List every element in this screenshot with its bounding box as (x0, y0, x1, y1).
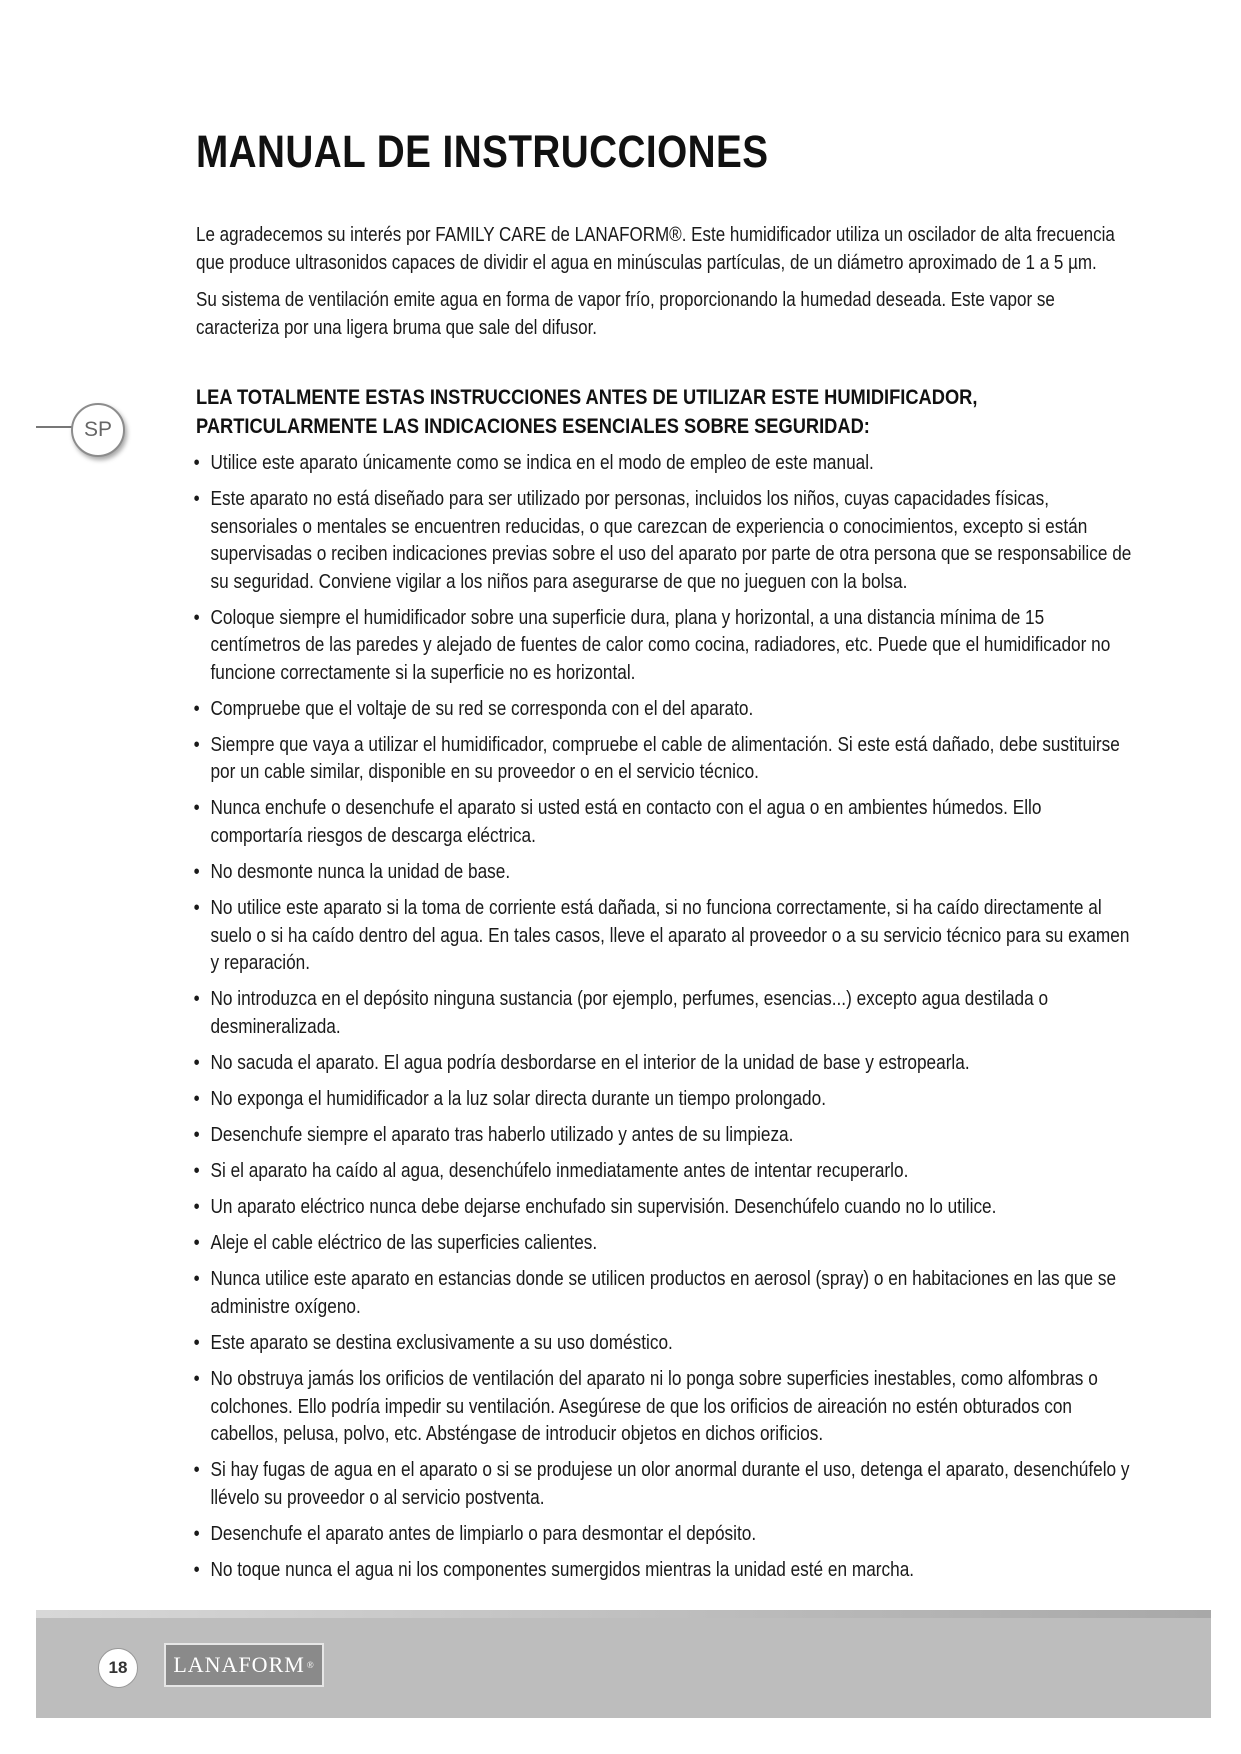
list-item-text: Nunca utilice este aparato en estancias donde se utilicen productos en aerosol (spray) o en habitaciones en las que se administre oxígeno. (210, 1267, 1117, 1318)
list-item (192, 449, 1133, 477)
list-item-text: Siempre que vaya a utilizar el humidificador, compruebe el cable de alimentación. Si este está dañado, debe sustituirse por un cable similar, disponible en su proveedor o en el servicio técnico. (210, 732, 1120, 784)
list-item (192, 1520, 1133, 1548)
list-item-text: No introduzca en el depósito ninguna sustancia (por ejemplo, perfumes, esencias...) excepto agua destilada o desmineralizada. (210, 987, 1049, 1038)
language-tab-line (36, 426, 74, 428)
list-item (192, 1556, 1133, 1584)
bullet-icon: • (193, 987, 200, 1011)
language-badge: SP (71, 403, 125, 457)
page-number: 18 (98, 1648, 138, 1688)
list-item-text: Aleje el cable eléctrico de las superficies calientes. (210, 1231, 598, 1255)
list-item (192, 1329, 1133, 1357)
bullet-icon: • (193, 605, 200, 629)
bullet-icon: • (193, 1050, 200, 1074)
list-item (192, 1365, 1133, 1448)
list-item (192, 985, 1133, 1040)
bullet-icon: • (193, 1521, 200, 1545)
list-item-text: Utilice este aparato únicamente como se indica en el modo de empleo de este manual. (210, 451, 874, 474)
bullet-icon: • (193, 1123, 200, 1147)
list-item (192, 1265, 1133, 1320)
bullet-icon: • (193, 732, 200, 756)
bullet-icon: • (193, 1367, 200, 1391)
list-item (192, 485, 1133, 595)
brand-name: LANAFORM (173, 1652, 305, 1677)
bullet-icon: • (193, 1557, 200, 1581)
list-item (192, 1121, 1133, 1149)
list-item (192, 794, 1133, 849)
intro-section (196, 221, 1142, 351)
list-item-text: Desenchufe siempre el aparato tras haberlo utilizado y antes de su limpieza. (210, 1123, 794, 1147)
list-item-text: No toque nunca el agua ni los componentes sumergidos mientras la unidad esté en marcha. (210, 1557, 915, 1581)
list-item (192, 731, 1133, 786)
bullet-icon: • (193, 1231, 200, 1255)
bullet-icon: • (193, 896, 200, 920)
safety-list (192, 449, 1133, 1592)
list-item (192, 894, 1133, 977)
list-item (192, 858, 1133, 886)
list-item (192, 695, 1133, 723)
list-item-text: Un aparato eléctrico nunca debe dejarse enchufado sin supervisión. Desenchúfelo cuando no lo utilice. (210, 1195, 997, 1219)
list-item-text: Compruebe que el voltaje de su red se corresponda con el del aparato. (210, 696, 754, 720)
list-item-text: Nunca enchufe o desenchufe el aparato si usted está en contacto con el agua o en ambientes húmedos. Ello comportaría riesgos de descarga eléctrica. (210, 796, 1042, 847)
list-item (192, 1049, 1133, 1077)
bullet-icon: • (193, 796, 200, 820)
list-item-text: Coloque siempre el humidificador sobre una superficie dura, plana y horizontal, a una distancia mínima de 15 centímetros de las paredes y alejado de fuentes de calor como cocina, radiadores, etc. Puede que el humidificador no funcione correctamente si la superficie no es horizontal. (210, 605, 1111, 684)
registered-mark: ® (306, 1660, 315, 1670)
list-item-text: No sacuda el aparato. El agua podría desbordarse en el interior de la unidad de base y estropearla. (210, 1050, 970, 1074)
bullet-icon: • (193, 1086, 200, 1110)
brand-logo (164, 1643, 324, 1687)
list-item-text: No exponga el humidificador a la luz solar directa durante un tiempo prolongado. (210, 1086, 827, 1110)
list-item (192, 604, 1133, 687)
bullet-icon: • (193, 696, 200, 720)
list-item-text: Si hay fugas de agua en el aparato o si se produjese un olor anormal durante el uso, detenga el aparato, desenchúfelo y llévelo su proveedor o al servicio postventa. (210, 1458, 1130, 1509)
bullet-icon: • (193, 1331, 200, 1354)
bullet-icon: • (193, 1458, 200, 1482)
list-item-text: Este aparato se destina exclusivamente a su uso doméstico. (210, 1331, 673, 1354)
list-item-text: Desenchufe el aparato antes de limpiarlo o para desmontar el depósito. (210, 1521, 757, 1545)
list-item-text: No obstruya jamás los orificios de ventilación del aparato ni lo ponga sobre superficies inestables, como alfombras o colchones. Ello podría impedir su ventilación. Asegúrese de que los orificios de aireación no estén obturados con cabellos, pelusa, polvo, etc. Absténgase de introducir objetos en dichos orificios. (210, 1367, 1098, 1446)
list-item-text: Si el aparato ha caído al agua, desenchúfelo inmediatamente antes de intentar recuperarlo. (210, 1159, 909, 1183)
bullet-icon: • (193, 1195, 200, 1219)
bullet-icon: • (193, 451, 200, 474)
bullet-icon: • (193, 487, 200, 511)
intro-paragraph: Le agradecemos su interés por FAMILY CARE de LANAFORM®. Este humidificador utiliza un oscilador de alta frecuencia que produce ultrasonidos capaces de dividir el agua en minúsculas partículas, de un diámetro aproximado de 1 a 5 µm. (196, 223, 1115, 274)
list-item (192, 1157, 1133, 1185)
page-title: MANUAL DE INSTRUCCIONES (196, 126, 769, 177)
bullet-icon: • (193, 1267, 200, 1291)
bullet-icon: • (193, 1159, 200, 1183)
intro-paragraph: Su sistema de ventilación emite agua en forma de vapor frío, proporcionando la humedad deseada. Este vapor se caracteriza por una ligera bruma que sale del difusor. (196, 288, 1055, 339)
list-item-text: No utilice este aparato si la toma de corriente está dañada, si no funciona correctamente, si ha caído directamente al suelo o si ha caído dentro del agua. En tales casos, lleve el aparato al proveedor o a su servicio técnico para su examen y reparación. (210, 896, 1130, 975)
list-item (192, 1193, 1133, 1221)
list-item-text: Este aparato no está diseñado para ser utilizado por personas, incluidos los niños, cuyas capacidades físicas, sensoriales o mentales se encuentren reducidas, o que carezcan de experiencia o conocimientos, excepto si están supervisadas o reciben indicaciones previas sobre el uso del aparato por parte de otra persona que se responsabilice de su seguridad. Conviene vigilar a los niños para asegurarse de que no jueguen con la bolsa. (210, 487, 1132, 593)
list-item (192, 1085, 1133, 1113)
list-item (192, 1229, 1133, 1257)
list-item (192, 1456, 1133, 1511)
safety-heading: LEA TOTALMENTE ESTAS INSTRUCCIONES ANTES DE UTILIZAR ESTE HUMIDIFICADOR, PARTICULARMENTE LAS INDICACIONES ESENCIALES SOBRE SEGURIDAD: (196, 385, 978, 438)
bullet-icon: • (193, 860, 200, 884)
list-item-text: No desmonte nunca la unidad de base. (210, 860, 511, 884)
